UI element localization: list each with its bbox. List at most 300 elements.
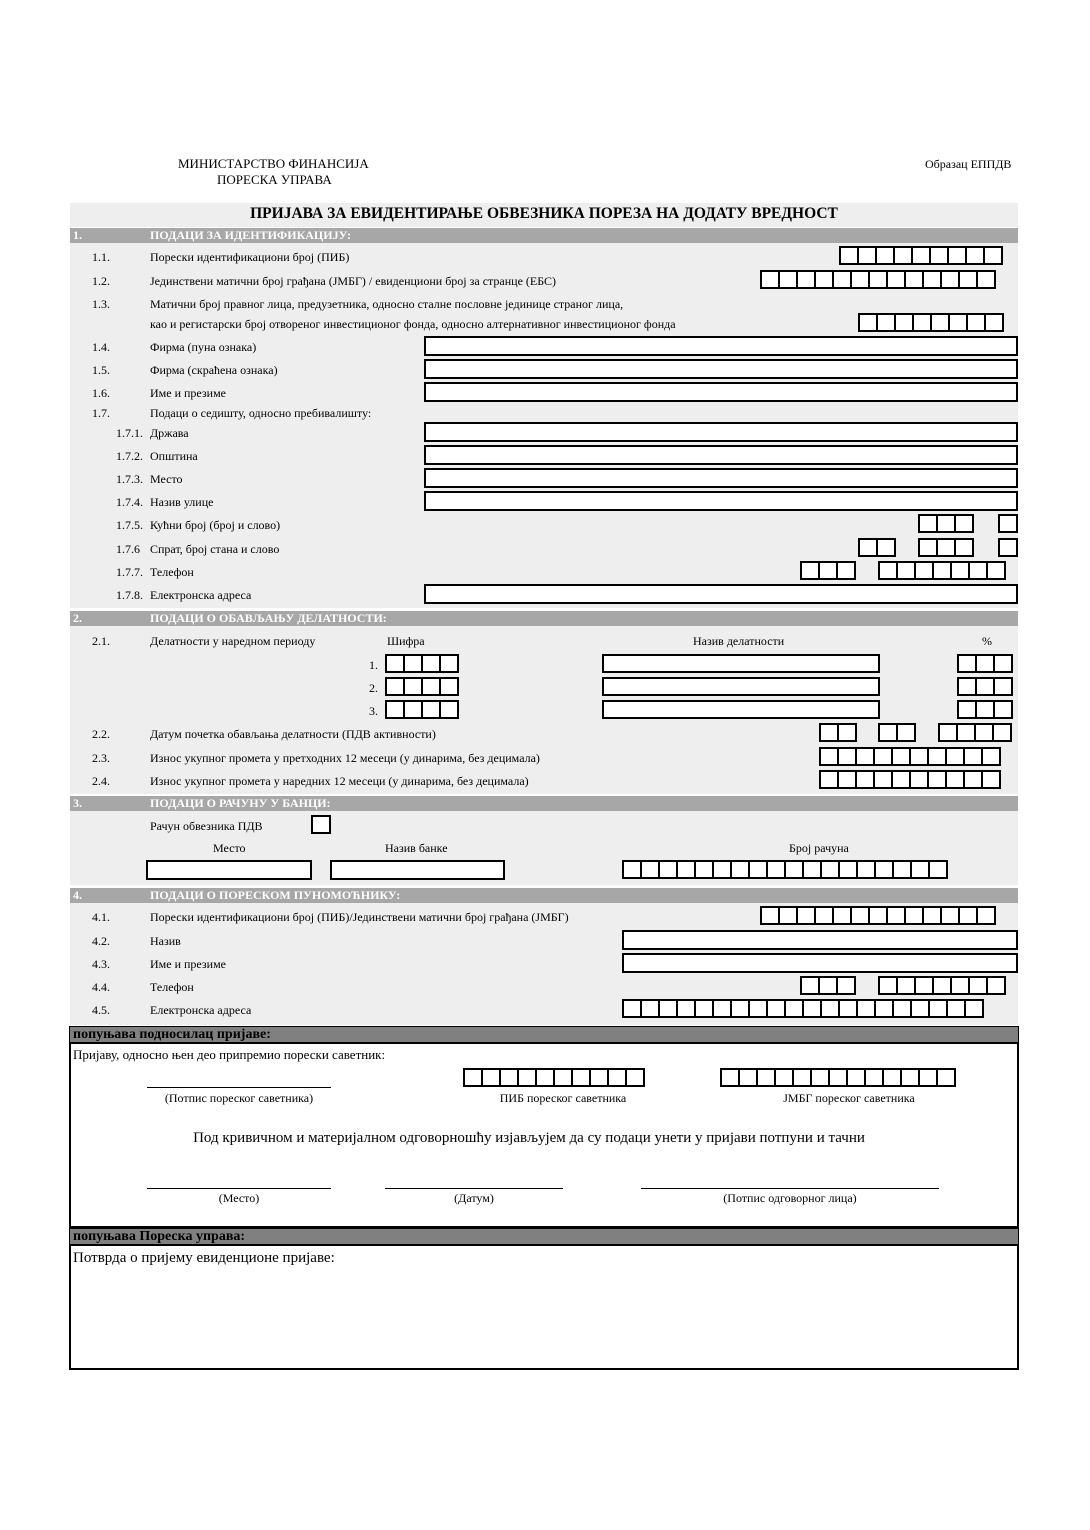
digit-cell[interactable]	[875, 246, 895, 265]
activity-number: 2.	[369, 681, 378, 695]
row-number: 4.4.	[92, 980, 110, 994]
activity-code-cells[interactable]	[385, 700, 457, 719]
row-number: 1.1.	[92, 250, 110, 264]
advisor-line: Пријаву, односно њен део припремио порески саветник:	[73, 1047, 386, 1062]
digit-cell[interactable]	[814, 906, 834, 925]
digit-cell[interactable]	[778, 906, 798, 925]
digit-cell[interactable]	[918, 1068, 938, 1087]
digit-cell[interactable]	[998, 538, 1018, 557]
row-label-floor: Спрат, број стана и слово	[150, 542, 280, 556]
row-number: 1.3.	[92, 297, 110, 311]
digit-cell[interactable]	[868, 906, 888, 925]
section-1-header	[70, 228, 1018, 243]
digit-cell[interactable]	[858, 313, 878, 332]
row-number: 1.5.	[92, 363, 110, 377]
digit-cell[interactable]	[694, 999, 714, 1018]
digit-cell[interactable]	[694, 860, 714, 879]
pib-cells[interactable]	[839, 246, 1001, 265]
start-year-cells[interactable]	[938, 723, 1010, 742]
digit-cell[interactable]	[974, 723, 994, 742]
digit-cell[interactable]	[640, 999, 660, 1018]
column-place: Место	[213, 841, 246, 855]
digit-cell[interactable]	[930, 313, 950, 332]
activity-name-field[interactable]	[602, 654, 880, 673]
row-number: 4.2.	[92, 934, 110, 948]
digit-cell[interactable]	[966, 313, 986, 332]
digit-cell[interactable]	[439, 677, 459, 696]
date-line[interactable]	[385, 1188, 563, 1189]
digit-cell[interactable]	[820, 860, 840, 879]
digit-cell[interactable]	[836, 561, 856, 580]
digit-cell[interactable]	[439, 700, 459, 719]
row-number: 1.7.8.	[116, 588, 143, 602]
full-company-name-field[interactable]	[424, 336, 1018, 356]
digit-cell[interactable]	[837, 747, 857, 766]
digit-cell[interactable]	[957, 654, 977, 673]
applicant-bar-text: попуњава подносилац пријаве:	[73, 1027, 271, 1042]
digit-cell[interactable]	[622, 860, 642, 879]
digit-cell[interactable]	[481, 1068, 501, 1087]
responsible-signature-line[interactable]	[641, 1188, 939, 1189]
digit-cell[interactable]	[947, 246, 967, 265]
digit-cell[interactable]	[882, 1068, 902, 1087]
proxy-pib-cells[interactable]	[760, 906, 994, 925]
digit-cell[interactable]	[856, 860, 876, 879]
section-2-header	[70, 611, 1018, 626]
digit-cell[interactable]	[932, 976, 952, 995]
digit-cell[interactable]	[820, 999, 840, 1018]
advisor-signature-caption: (Потпис пореског саветника)	[164, 1091, 314, 1105]
section-number: 2.	[73, 611, 82, 625]
column-bank-name: Назив банке	[385, 841, 448, 855]
row-label-activities: Делатности у наредном периоду	[150, 634, 316, 648]
row-number: 2.1.	[92, 634, 110, 648]
digit-cell[interactable]	[607, 1068, 627, 1087]
digit-cell[interactable]	[992, 723, 1012, 742]
digit-cell[interactable]	[950, 976, 970, 995]
phone-area-cells[interactable]	[800, 561, 854, 580]
digit-cell[interactable]	[986, 976, 1006, 995]
digit-cell[interactable]	[932, 561, 952, 580]
digit-cell[interactable]	[760, 270, 780, 289]
digit-cell[interactable]	[976, 906, 996, 925]
activity-code-cells[interactable]	[385, 677, 457, 696]
digit-cell[interactable]	[873, 747, 893, 766]
digit-cell[interactable]	[311, 815, 331, 834]
digit-cell[interactable]	[976, 270, 996, 289]
country-field[interactable]	[424, 422, 1018, 442]
responsible-signature-caption: (Потпис одговорног лица)	[723, 1191, 857, 1205]
digit-cell[interactable]	[385, 654, 405, 673]
street-field[interactable]	[424, 491, 1018, 511]
row-label-start-date: Датум почетка обављања делатности (ПДВ активности)	[150, 727, 436, 741]
activity-name-field[interactable]	[602, 700, 880, 719]
row-number: 1.7.4.	[116, 495, 143, 509]
digit-cell[interactable]	[818, 976, 838, 995]
house-letter-cell[interactable]	[998, 514, 1016, 533]
digit-cell[interactable]	[981, 747, 1001, 766]
digit-cell[interactable]	[838, 999, 858, 1018]
digit-cell[interactable]	[912, 313, 932, 332]
row-label-prior-turnover: Износ укупног промета у претходних 12 месеци (у динарима, без децимала)	[150, 751, 540, 765]
digit-cell[interactable]	[928, 999, 948, 1018]
proxy-phone-area-cells[interactable]	[800, 976, 854, 995]
column-code: Шифра	[387, 634, 425, 648]
digit-cell[interactable]	[948, 313, 968, 332]
digit-cell[interactable]	[975, 700, 995, 719]
digit-cell[interactable]	[946, 999, 966, 1018]
row-number: 4.5.	[92, 1003, 110, 1017]
section-title: ПОДАЦИ ЗА ИДЕНТИФИКАЦИЈУ:	[150, 228, 351, 242]
digit-cell[interactable]	[748, 860, 768, 879]
digit-cell[interactable]	[756, 1068, 776, 1087]
digit-cell[interactable]	[421, 700, 441, 719]
digit-cell[interactable]	[940, 270, 960, 289]
digit-cell[interactable]	[878, 561, 898, 580]
section-title: ПОДАЦИ О ОБАВЉАЊУ ДЕЛАТНОСТИ:	[150, 611, 387, 625]
digit-cell[interactable]	[965, 246, 985, 265]
digit-cell[interactable]	[738, 1068, 758, 1087]
digit-cell[interactable]	[878, 976, 898, 995]
digit-cell[interactable]	[891, 747, 911, 766]
digit-cell[interactable]	[896, 723, 916, 742]
row-label-person-name: Име и презиме	[150, 386, 226, 400]
digit-cell[interactable]	[886, 270, 906, 289]
digit-cell[interactable]	[814, 270, 834, 289]
digit-cell[interactable]	[927, 747, 947, 766]
proxy-person-field[interactable]	[622, 953, 1018, 973]
digit-cell[interactable]	[891, 770, 911, 789]
row-number: 1.7.5.	[116, 518, 143, 532]
start-month-cells[interactable]	[878, 723, 914, 742]
digit-cell[interactable]	[403, 700, 423, 719]
column-activity-name: Назив делатности	[693, 634, 785, 648]
digit-cell[interactable]	[868, 270, 888, 289]
declaration-text: Под кривичном и материјалном одговорношћу изјављујем да су подаци унети у пријави потпуни и тачни	[193, 1130, 865, 1146]
jmbg-cells[interactable]	[760, 270, 994, 289]
digit-cell[interactable]	[774, 1068, 794, 1087]
digit-cell[interactable]	[819, 770, 839, 789]
digit-cell[interactable]	[922, 270, 942, 289]
digit-cell[interactable]	[993, 700, 1013, 719]
row-label-address: Подаци о седишту, односно пребивалишту:	[150, 406, 372, 420]
digit-cell[interactable]	[981, 770, 1001, 789]
digit-cell[interactable]	[950, 561, 970, 580]
digit-cell[interactable]	[873, 770, 893, 789]
digit-cell[interactable]	[975, 654, 995, 673]
digit-cell[interactable]	[846, 1068, 866, 1087]
digit-cell[interactable]	[778, 270, 798, 289]
digit-cell[interactable]	[911, 246, 931, 265]
digit-cell[interactable]	[896, 561, 916, 580]
row-label-proxy-person: Име и презиме	[150, 957, 226, 971]
digit-cell[interactable]	[910, 860, 930, 879]
activity-number: 3.	[369, 704, 378, 718]
digit-cell[interactable]	[766, 860, 786, 879]
digit-cell[interactable]	[928, 860, 948, 879]
digit-cell[interactable]	[403, 677, 423, 696]
row-number: 1.6.	[92, 386, 110, 400]
prior-turnover-cells[interactable]	[819, 747, 999, 766]
municipality-field[interactable]	[424, 445, 1018, 465]
digit-cell[interactable]	[622, 999, 642, 1018]
advisor-signature-line[interactable]	[147, 1087, 331, 1088]
row-label-proxy-email: Електронска адреса	[150, 1003, 252, 1017]
digit-cell[interactable]	[945, 770, 965, 789]
digit-cell[interactable]	[800, 561, 820, 580]
page-title: ПРИЈАВА ЗА ЕВИДЕНТИРАЊЕ ОБВЕЗНИКА ПОРЕЗА НА ДОДАТУ ВРЕДНОСТ	[250, 205, 838, 222]
tax-office-bar-text: попуњава Пореска управа:	[73, 1229, 246, 1244]
digit-cell[interactable]	[818, 561, 838, 580]
digit-cell[interactable]	[838, 860, 858, 879]
digit-cell[interactable]	[810, 1068, 830, 1087]
digit-cell[interactable]	[784, 860, 804, 879]
activity-code-cells[interactable]	[385, 654, 457, 673]
proxy-phone-number-cells[interactable]	[878, 976, 1004, 995]
digit-cell[interactable]	[385, 700, 405, 719]
digit-cell[interactable]	[878, 723, 898, 742]
digit-cell[interactable]	[855, 747, 875, 766]
digit-cell[interactable]	[968, 561, 988, 580]
row-label-municipality: Општина	[150, 449, 198, 463]
account-number-cells[interactable]	[622, 860, 946, 879]
digit-cell[interactable]	[958, 270, 978, 289]
digit-cell[interactable]	[922, 906, 942, 925]
digit-cell[interactable]	[874, 999, 894, 1018]
digit-cell[interactable]	[956, 723, 976, 742]
digit-cell[interactable]	[819, 723, 839, 742]
digit-cell[interactable]	[893, 246, 913, 265]
digit-cell[interactable]	[850, 906, 870, 925]
digit-cell[interactable]	[836, 976, 856, 995]
digit-cell[interactable]	[850, 270, 870, 289]
account-holder-checkbox[interactable]	[311, 815, 329, 834]
digit-cell[interactable]	[892, 860, 912, 879]
digit-cell[interactable]	[712, 860, 732, 879]
digit-cell[interactable]	[766, 999, 786, 1018]
row-label-house-number: Кућни број (број и слово)	[150, 518, 281, 532]
digit-cell[interactable]	[940, 906, 960, 925]
digit-cell[interactable]	[983, 246, 1003, 265]
digit-cell[interactable]	[894, 313, 914, 332]
digit-cell[interactable]	[760, 906, 780, 925]
digit-cell[interactable]	[421, 654, 441, 673]
apartment-cells[interactable]	[918, 538, 972, 557]
digit-cell[interactable]	[828, 1068, 848, 1087]
digit-cell[interactable]	[945, 747, 965, 766]
digit-cell[interactable]	[993, 654, 1013, 673]
digit-cell[interactable]	[957, 700, 977, 719]
proxy-email-cells[interactable]	[622, 999, 982, 1018]
column-percent: %	[982, 634, 992, 648]
account-holder-label: Рачун обвезника ПДВ	[150, 819, 263, 833]
row-label-next-turnover: Износ укупног промета у наредних 12 месеци (у динарима, без децимала)	[150, 774, 529, 788]
digit-cell[interactable]	[876, 313, 896, 332]
next-turnover-cells[interactable]	[819, 770, 999, 789]
digit-cell[interactable]	[909, 747, 929, 766]
row-label-proxy-phone: Телефон	[150, 980, 194, 994]
digit-cell[interactable]	[796, 906, 816, 925]
digit-cell[interactable]	[963, 747, 983, 766]
digit-cell[interactable]	[936, 514, 956, 533]
row-label-full-name: Фирма (пуна ознака)	[150, 340, 257, 354]
row-label-proxy-pib: Порески идентификациони број (ПИБ)/Јединствени матични број грађана (ЈМБГ)	[150, 910, 569, 924]
digit-cell[interactable]	[857, 246, 877, 265]
place-line[interactable]	[147, 1188, 331, 1189]
digit-cell[interactable]	[784, 999, 804, 1018]
digit-cell[interactable]	[720, 1068, 740, 1087]
digit-cell[interactable]	[993, 677, 1013, 696]
digit-cell[interactable]	[986, 561, 1006, 580]
digit-cell[interactable]	[796, 270, 816, 289]
digit-cell[interactable]	[864, 1068, 884, 1087]
digit-cell[interactable]	[837, 723, 857, 742]
house-number-cells[interactable]	[918, 514, 972, 533]
row-number: 1.7.	[92, 406, 110, 420]
section-number: 1.	[73, 228, 82, 242]
digit-cell[interactable]	[658, 999, 678, 1018]
start-day-cells[interactable]	[819, 723, 855, 742]
proxy-name-field[interactable]	[622, 930, 1018, 950]
digit-cell[interactable]	[914, 976, 934, 995]
digit-cell[interactable]	[658, 860, 678, 879]
digit-cell[interactable]	[892, 999, 912, 1018]
phone-number-cells[interactable]	[878, 561, 1004, 580]
digit-cell[interactable]	[968, 976, 988, 995]
digit-cell[interactable]	[904, 270, 924, 289]
digit-cell[interactable]	[954, 514, 974, 533]
digit-cell[interactable]	[918, 514, 938, 533]
digit-cell[interactable]	[998, 514, 1018, 533]
activity-name-field[interactable]	[602, 677, 880, 696]
activity-percent-cells[interactable]	[957, 677, 1011, 696]
digit-cell[interactable]	[936, 538, 956, 557]
row-number: 2.3.	[92, 751, 110, 765]
digit-cell[interactable]	[929, 246, 949, 265]
row-label-country: Држава	[150, 426, 189, 440]
confirmation-label: Потврда о пријему евиденционе пријаве:	[73, 1250, 335, 1266]
row-number: 2.2.	[92, 727, 110, 741]
row-label-phone: Телефон	[150, 565, 194, 579]
row-number: 1.7.7.	[116, 565, 143, 579]
bank-name-field[interactable]	[330, 860, 505, 880]
row-number: 1.7.1.	[116, 426, 143, 440]
digit-cell[interactable]	[792, 1068, 812, 1087]
digit-cell[interactable]	[963, 770, 983, 789]
place-field[interactable]	[424, 468, 1018, 488]
digit-cell[interactable]	[802, 860, 822, 879]
digit-cell[interactable]	[625, 1068, 645, 1087]
digit-cell[interactable]	[640, 860, 660, 879]
row-label-street: Назив улице	[150, 495, 214, 509]
digit-cell[interactable]	[589, 1068, 609, 1087]
digit-cell[interactable]	[832, 906, 852, 925]
digit-cell[interactable]	[535, 1068, 555, 1087]
digit-cell[interactable]	[855, 770, 875, 789]
digit-cell[interactable]	[463, 1068, 483, 1087]
advisor-pib-cells[interactable]	[463, 1068, 643, 1087]
digit-cell[interactable]	[800, 976, 820, 995]
short-company-name-field[interactable]	[424, 359, 1018, 379]
activity-percent-cells[interactable]	[957, 700, 1011, 719]
digit-cell[interactable]	[403, 654, 423, 673]
digit-cell[interactable]	[886, 906, 906, 925]
row-number: 4.3.	[92, 957, 110, 971]
digit-cell[interactable]	[517, 1068, 537, 1087]
bank-place-field[interactable]	[146, 860, 312, 880]
floor-cells[interactable]	[858, 538, 894, 557]
digit-cell[interactable]	[676, 860, 696, 879]
form-code: Образац ЕППДВ	[925, 157, 1012, 171]
digit-cell[interactable]	[927, 770, 947, 789]
advisor-pib-caption: ПИБ пореског саветника	[499, 1091, 627, 1105]
digit-cell[interactable]	[730, 860, 750, 879]
digit-cell[interactable]	[964, 999, 984, 1018]
row-label-email: Електронска адреса	[150, 588, 252, 602]
advisor-jmbg-caption: ЈМБГ пореског саветника	[783, 1091, 915, 1105]
digit-cell[interactable]	[676, 999, 696, 1018]
digit-cell[interactable]	[876, 538, 896, 557]
ministry-name: МИНИСТАРСТВО ФИНАНСИЈА	[178, 156, 369, 171]
digit-cell[interactable]	[918, 538, 938, 557]
digit-cell[interactable]	[571, 1068, 591, 1087]
digit-cell[interactable]	[837, 770, 857, 789]
digit-cell[interactable]	[858, 538, 878, 557]
digit-cell[interactable]	[909, 770, 929, 789]
email-field[interactable]	[424, 584, 1018, 604]
digit-cell[interactable]	[900, 1068, 920, 1087]
row-number: 4.1.	[92, 910, 110, 924]
digit-cell[interactable]	[819, 747, 839, 766]
agency-name: ПОРЕСКА УПРАВА	[217, 172, 332, 187]
advisor-jmbg-cells[interactable]	[720, 1068, 954, 1087]
digit-cell[interactable]	[957, 677, 977, 696]
section-title: ПОДАЦИ О ПОРЕСКОМ ПУНОМОЋНИКУ:	[150, 888, 401, 902]
digit-cell[interactable]	[439, 654, 459, 673]
applicant-bar	[70, 1027, 1018, 1042]
person-name-field[interactable]	[424, 382, 1018, 402]
digit-cell[interactable]	[421, 677, 441, 696]
digit-cell[interactable]	[712, 999, 732, 1018]
digit-cell[interactable]	[938, 723, 958, 742]
digit-cell[interactable]	[553, 1068, 573, 1087]
row-number: 1.2.	[92, 274, 110, 288]
digit-cell[interactable]	[958, 906, 978, 925]
digit-cell[interactable]	[904, 906, 924, 925]
activity-percent-cells[interactable]	[957, 654, 1011, 673]
digit-cell[interactable]	[914, 561, 934, 580]
digit-cell[interactable]	[910, 999, 930, 1018]
digit-cell[interactable]	[499, 1068, 519, 1087]
digit-cell[interactable]	[832, 270, 852, 289]
digit-cell[interactable]	[748, 999, 768, 1018]
digit-cell[interactable]	[975, 677, 995, 696]
digit-cell[interactable]	[984, 313, 1004, 332]
digit-cell[interactable]	[385, 677, 405, 696]
tax-office-bar	[70, 1229, 1018, 1244]
registration-number-cells[interactable]	[858, 313, 1002, 332]
apartment-letter-cell[interactable]	[998, 538, 1016, 557]
digit-cell[interactable]	[839, 246, 859, 265]
digit-cell[interactable]	[856, 999, 876, 1018]
digit-cell[interactable]	[954, 538, 974, 557]
digit-cell[interactable]	[874, 860, 894, 879]
digit-cell[interactable]	[936, 1068, 956, 1087]
digit-cell[interactable]	[896, 976, 916, 995]
digit-cell[interactable]	[730, 999, 750, 1018]
section-title: ПОДАЦИ О РАЧУНУ У БАНЦИ:	[150, 796, 331, 810]
digit-cell[interactable]	[802, 999, 822, 1018]
